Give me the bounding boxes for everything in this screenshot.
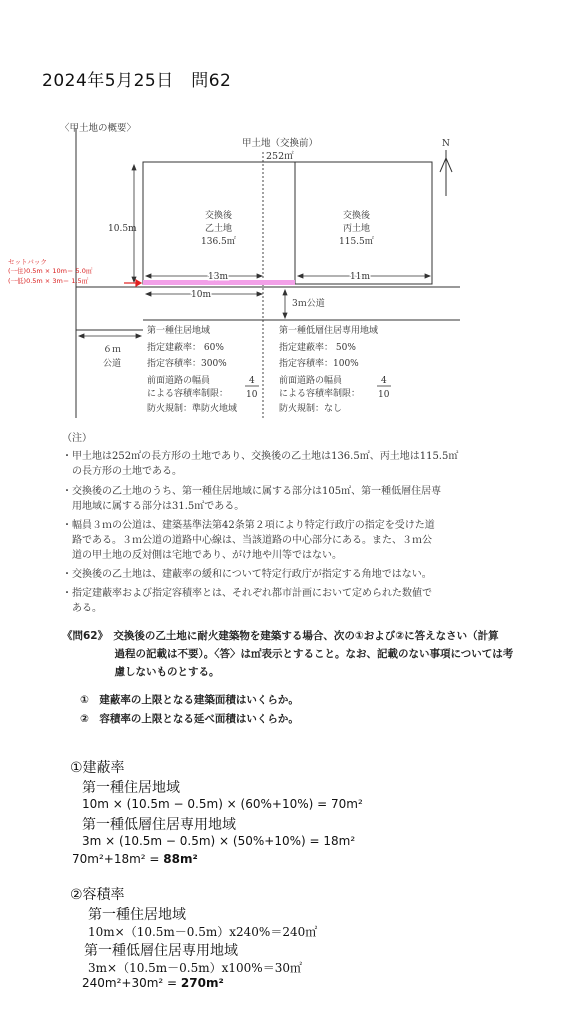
note-line: の長方形の土地である。 xyxy=(62,466,182,477)
kou-label: 甲土地（交換前） xyxy=(242,138,319,149)
hei-area: 115.5㎡ xyxy=(339,237,374,247)
road-6m-label-a: ６ｍ xyxy=(103,345,122,355)
road-3m-label: 3ｍ公道 xyxy=(292,299,325,309)
answer1-zone1: 第一種住居地域 xyxy=(82,780,180,796)
answer1-zone2: 第一種低層住居専用地域 xyxy=(82,817,236,833)
zone1-width2: による容積率制限： xyxy=(147,389,229,399)
width-10m: 10m xyxy=(191,290,211,300)
zone2-name: 第一種低層住居専用地域 xyxy=(279,326,379,336)
zone2-width2: による容積率制限： xyxy=(279,389,361,399)
hei-name1: 交換後 xyxy=(343,211,371,221)
answer2-zone2: 第一種低層住居専用地域 xyxy=(84,943,238,959)
answer1-calc2: 3m × (10.5m − 0.5m) × (50%+10%) = 18m² xyxy=(82,834,356,848)
otsu-name1: 交換後 xyxy=(205,211,233,221)
note-line: 道の甲土地の反対側は宅地であり、がけ地や川等ではない。 xyxy=(62,550,342,561)
answer2-calc2: 3m×（10.5m－0.5m）x100%＝30㎡ xyxy=(88,961,302,975)
answer2-calc1: 10m×（10.5m－0.5m）x240%＝240㎡ xyxy=(88,925,318,939)
answer2-sum xyxy=(82,976,224,990)
question-line: 《問62》 交換後の乙土地に耐火建築物を建築する場合、次の①および②に答えなさい（計算 xyxy=(62,630,499,642)
answer2-result: 270m² xyxy=(180,976,224,990)
page-title: 2024年5月25日 問62 xyxy=(42,71,232,91)
note-line: ・交換後の乙土地は、建蔽率の緩和について特定行政庁が指定する角地ではない。 xyxy=(62,569,432,580)
north-label: N xyxy=(442,139,450,149)
zone1-bcr: 指定建蔽率： 60% xyxy=(147,343,224,353)
zone2-bcr: 指定建蔽率： 50% xyxy=(279,343,356,353)
zone2-num: 4 xyxy=(381,376,387,386)
note-line: ・交換後の乙土地のうち、第一種住居地域に属する部分は105㎡、第一種低層住居専 xyxy=(62,486,442,497)
kou-area: 252㎡ xyxy=(266,151,294,162)
setback-title: セットバック xyxy=(8,258,47,266)
otsu-name2: 乙土地 xyxy=(205,224,233,234)
road-6m-label-b: 公道 xyxy=(103,359,122,369)
question-line: 過程の記載は不要）。〈答〉は㎡表示とすること。なお、記載のない事項については考 xyxy=(62,648,514,660)
note-line: ・幅員３ｍの公道は、建築基準法第42条第２項により特定行政庁の指定を受けた道 xyxy=(62,520,435,531)
depth-label: 10.5m xyxy=(108,224,137,234)
answer2-sum-prefix: 240m²+30m² = xyxy=(82,976,181,990)
question-item-2: ② 容積率の上限となる延べ面積はいくらか。 xyxy=(80,713,299,725)
answer2-zone1: 第一種住居地域 xyxy=(88,907,186,923)
zone1-width1: 前面道路の幅員 xyxy=(147,376,211,386)
zone2-den: 10 xyxy=(378,390,390,400)
hei-name2: 丙土地 xyxy=(343,224,371,234)
answer1-head: ①建蔽率 xyxy=(70,760,125,776)
note-line: ある。 xyxy=(62,603,102,614)
setback-line2: (一低)0.5m × 3m＝ 1.5㎡ xyxy=(8,277,89,285)
width-13m: 13m xyxy=(208,272,228,282)
answer2-head: ②容積率 xyxy=(70,887,125,903)
zone1-far: 指定容積率：300% xyxy=(147,359,227,369)
overview-label: 〈甲土地の概要〉 xyxy=(60,123,137,134)
width-11m: 11m xyxy=(350,272,370,282)
hei-plot xyxy=(295,162,432,284)
zone1-num: 4 xyxy=(249,376,255,386)
answer1-sum-prefix: 70m²+18m² = xyxy=(72,852,164,866)
answer1-result: 88m² xyxy=(163,852,198,866)
question-item-1: ① 建蔽率の上限となる建築面積はいくらか。 xyxy=(80,694,299,706)
note-line: 路である。３ｍ公道の道路中心線は、当該道路の中心部分にある。また、３ｍ公 xyxy=(62,535,432,546)
zone1-fire: 防火規制：準防火地域 xyxy=(147,404,238,414)
note-line: ・指定建蔽率および指定容積率とは、それぞれ都市計画において定められた数値で xyxy=(62,588,432,599)
setback-arrow-icon xyxy=(124,280,141,286)
zone1-den: 10 xyxy=(246,390,258,400)
answer1-calc1: 10m × (10.5m − 0.5m) × (60%+10%) = 70m² xyxy=(82,797,363,811)
zone2-fire: 防火規制：なし xyxy=(279,404,343,414)
zone1-name: 第一種住居地域 xyxy=(147,326,211,336)
zone2-far: 指定容積率：100% xyxy=(279,359,359,369)
otsu-plot xyxy=(143,162,295,284)
land-diagram xyxy=(0,110,576,430)
question-line: 慮しないものとする。 xyxy=(62,666,220,678)
answer1-sum xyxy=(72,852,198,866)
north-arrow-icon xyxy=(440,150,452,196)
notes-head: （注） xyxy=(62,433,92,444)
note-line: 用地域に属する部分は31.5㎡である。 xyxy=(62,501,245,512)
note-line: ・甲土地は252㎡の長方形の土地であり、交換後の乙土地は136.5㎡、丙土地は115.5㎡ xyxy=(62,451,459,462)
zone2-width1: 前面道路の幅員 xyxy=(279,376,343,386)
otsu-area: 136.5㎡ xyxy=(201,237,236,247)
setback-line1: (一住)0.5m × 10m＝ 5.0㎡ xyxy=(8,267,93,275)
